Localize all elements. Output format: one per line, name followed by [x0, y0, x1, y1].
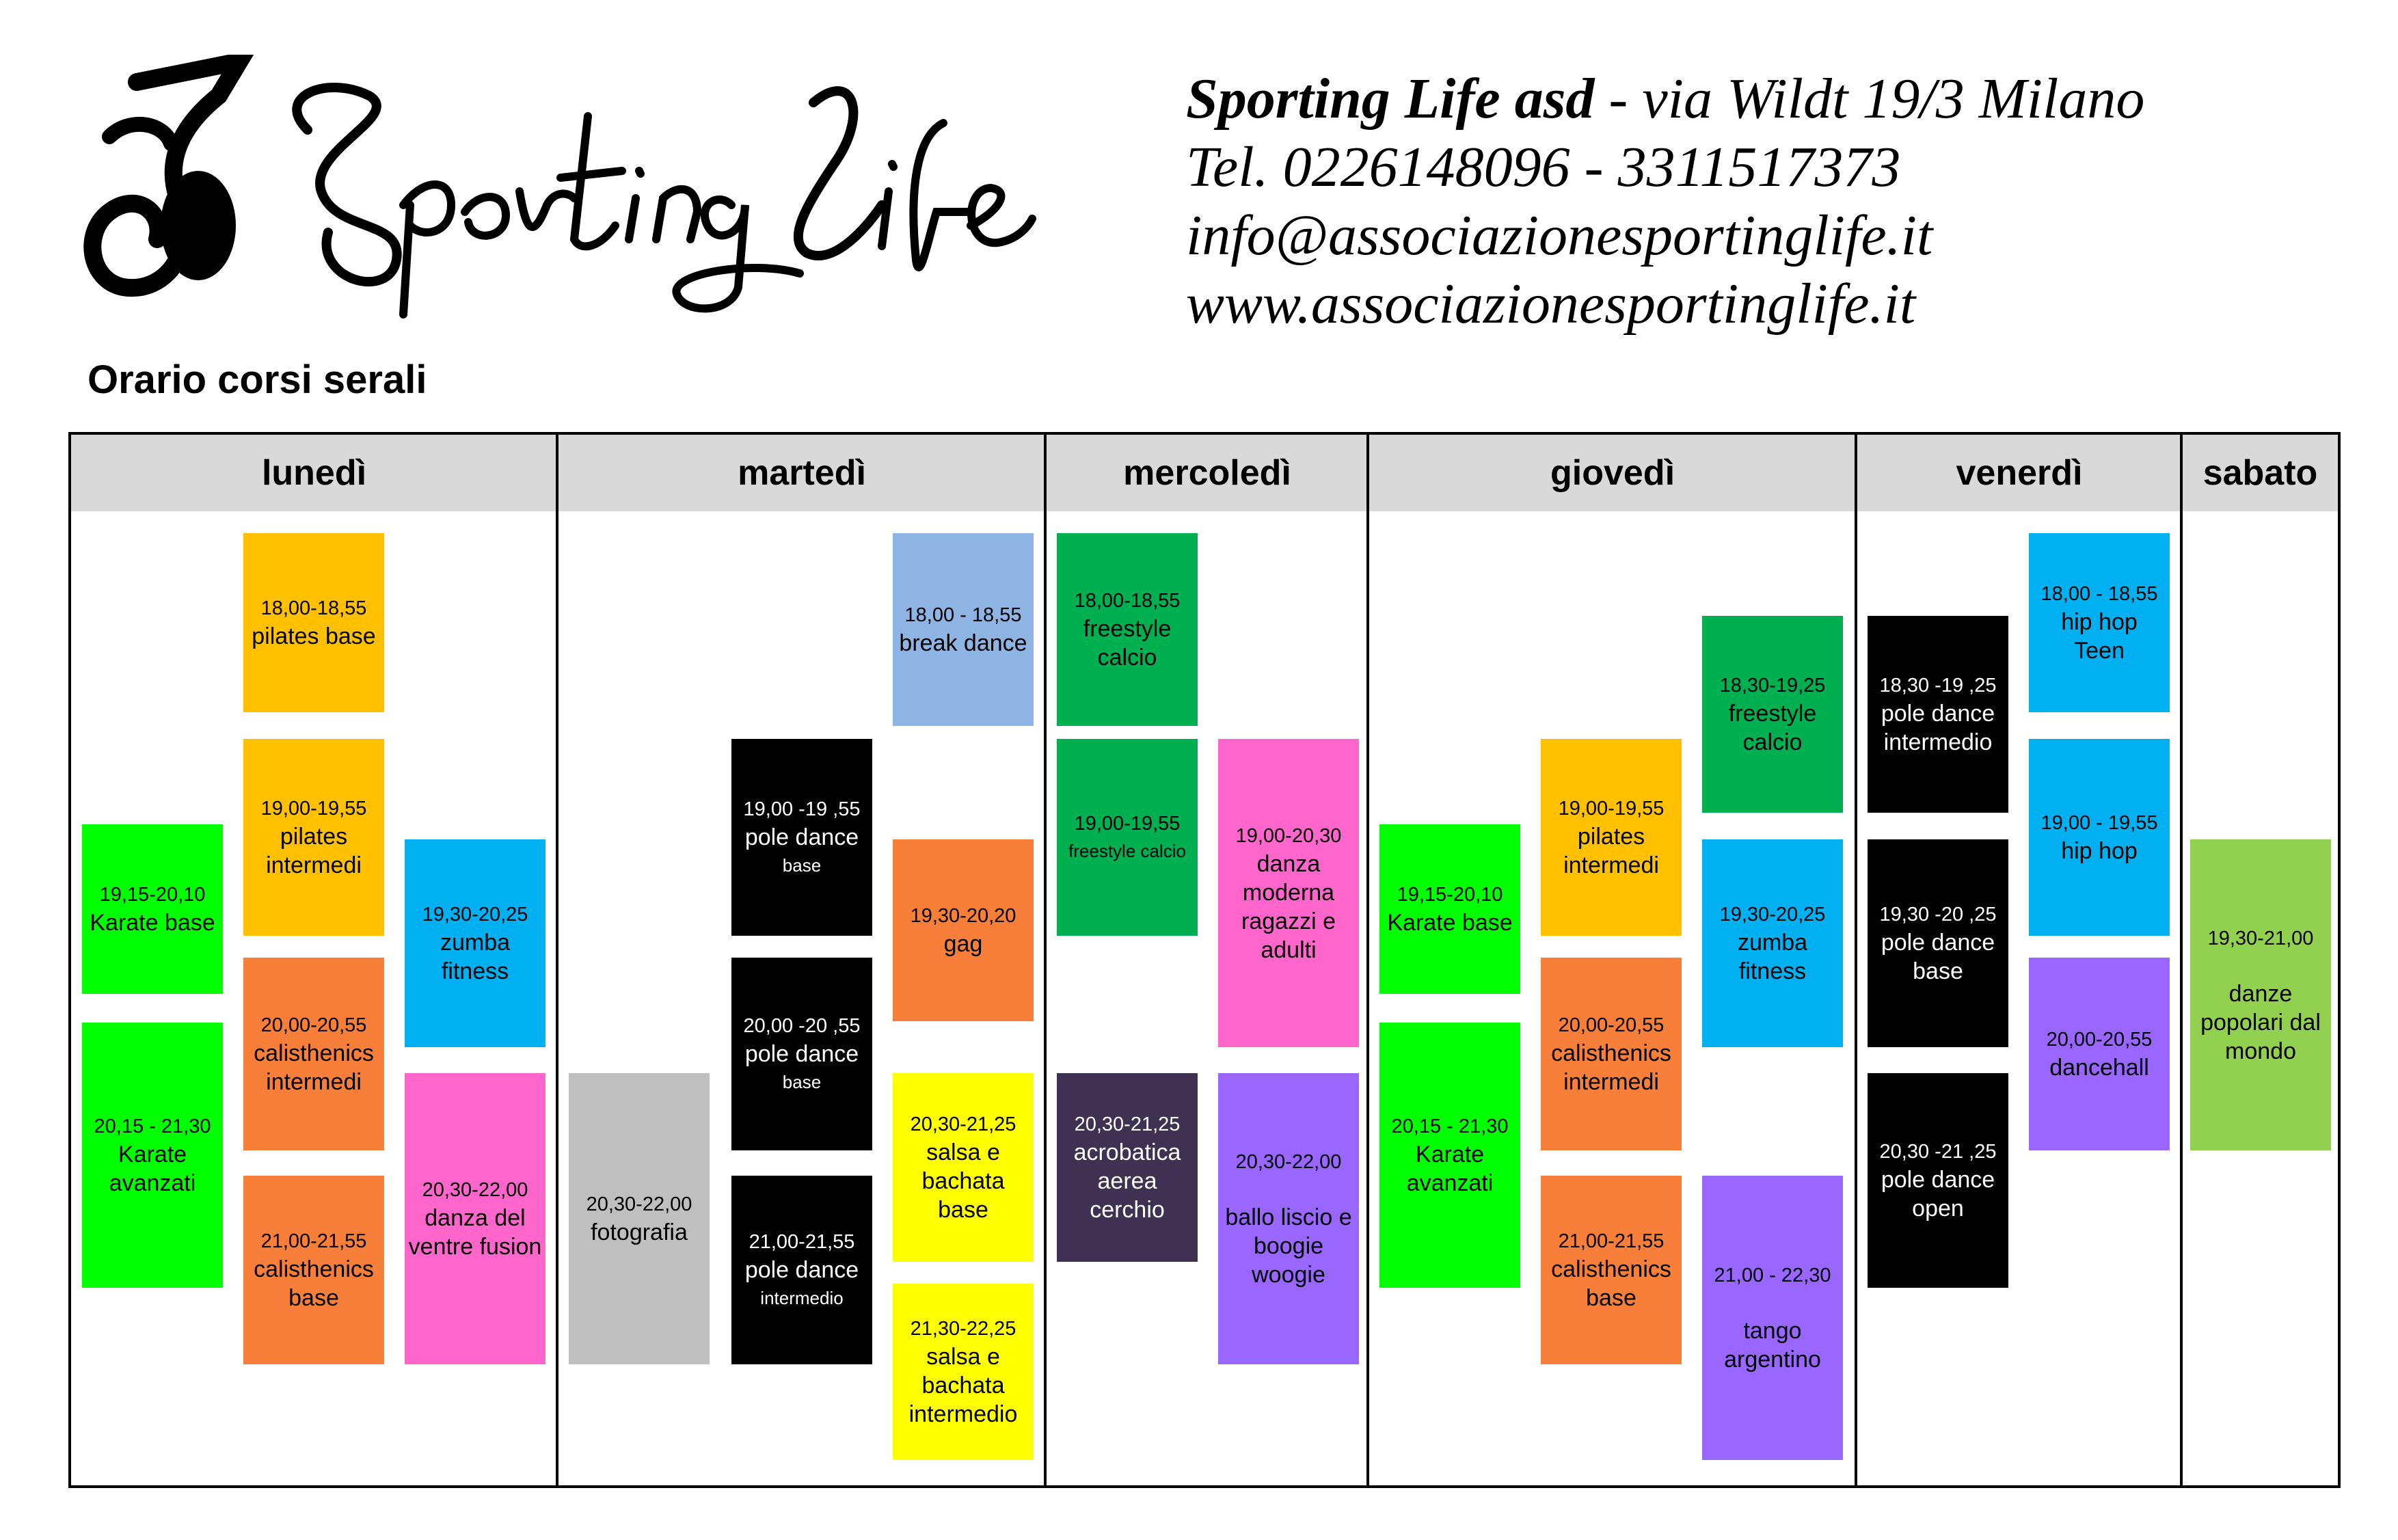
day-header-friday: venerdì — [1956, 453, 2083, 493]
course-block[interactable] — [1868, 1073, 2008, 1288]
course-name: pole dance — [1881, 930, 1995, 956]
course-time: 19,30-21,00 — [2207, 927, 2314, 949]
column-divider — [1366, 435, 1369, 1485]
course-name: gag — [943, 931, 983, 957]
course-time: 20,30-22,00 — [1235, 1151, 1342, 1173]
course-level: base — [938, 1197, 988, 1223]
course-name: acrobatica — [1073, 1139, 1181, 1165]
course-block[interactable] — [1702, 839, 1843, 1047]
course-time: 20,30-21,25 — [1074, 1113, 1181, 1135]
course-name: aerea — [1097, 1168, 1157, 1194]
course-block[interactable] — [1218, 739, 1359, 1047]
course-name: calcio — [1097, 645, 1157, 671]
logo — [82, 55, 1039, 328]
course-name: ballo liscio e — [1225, 1204, 1352, 1230]
column-divider — [2180, 435, 2183, 1485]
column-divider — [1044, 435, 1047, 1485]
course-name: calisthenics — [254, 1256, 374, 1282]
course-block[interactable] — [1541, 739, 1682, 936]
course-name: moderna — [1242, 879, 1335, 906]
course-name: calisthenics — [254, 1040, 374, 1066]
course-name: salsa e — [926, 1344, 1000, 1370]
course-time: 18,00-18,55 — [260, 597, 367, 619]
course-block[interactable] — [2029, 739, 2170, 936]
column-divider — [556, 435, 558, 1485]
course-name: pole dance — [744, 824, 859, 850]
course-name: pilates — [280, 824, 348, 850]
course-time: 21,00-21,55 — [260, 1230, 367, 1252]
course-time: 20,00-20,55 — [2046, 1029, 2153, 1051]
course-block[interactable] — [1702, 616, 1843, 813]
course-block[interactable] — [1379, 824, 1520, 994]
course-name: pilates — [1577, 824, 1645, 850]
course-time: 18,30-19,25 — [1719, 675, 1826, 697]
course-time: 19,30-20,25 — [1719, 904, 1826, 926]
course-level: base — [782, 1072, 822, 1092]
course-block[interactable] — [405, 1073, 545, 1364]
course-name: calcio — [1742, 729, 1803, 755]
course-block[interactable] — [243, 739, 384, 936]
day-header-monday: lunedì — [261, 453, 367, 493]
course-level: intermedio — [908, 1401, 1018, 1427]
course-block[interactable] — [1541, 1176, 1682, 1364]
course-time: 21,00 - 22,30 — [1714, 1265, 1831, 1286]
course-block[interactable] — [2029, 533, 2170, 712]
page-title: Orario corsi serali — [87, 357, 427, 402]
course-level: intermedi — [266, 1069, 362, 1095]
course-name: mondo — [2225, 1038, 2296, 1064]
course-time: 20,30-22,00 — [422, 1179, 528, 1201]
day-header-wednesday: mercoledì — [1123, 453, 1291, 493]
course-name: zumba — [440, 930, 511, 956]
course-block[interactable] — [405, 839, 545, 1047]
course-time: 19,00-19,55 — [1558, 798, 1665, 820]
phone: Tel. 0226148096 - 3311517373 — [1186, 135, 1901, 199]
course-level: avanzati — [1406, 1170, 1494, 1196]
course-block[interactable] — [82, 1023, 223, 1288]
course-name: freestyle — [1083, 616, 1172, 642]
course-time: 19,15-20,10 — [99, 884, 206, 906]
contact-address-line — [1186, 65, 2144, 133]
course-name: cerchio — [1090, 1197, 1165, 1223]
course-block[interactable] — [1541, 958, 1682, 1150]
course-name: woogie — [1252, 1262, 1325, 1288]
course-name: tango — [1743, 1318, 1802, 1344]
course-time: 19,30 -20 ,25 — [1879, 904, 1997, 926]
course-time: 18,00 - 18,55 — [904, 604, 1022, 626]
course-name: fotografia — [591, 1219, 688, 1245]
course-level: base — [782, 855, 822, 876]
course-time: 18,00-18,55 — [1074, 590, 1181, 612]
email[interactable]: info@associazionesportinglife.it — [1186, 204, 1933, 267]
course-name: boogie — [1253, 1233, 1324, 1259]
course-name: Karate — [1415, 1142, 1485, 1167]
course-name: pilates base — [252, 623, 376, 649]
course-level: intermedio — [760, 1288, 844, 1308]
course-time: 19,00 -19 ,55 — [743, 798, 861, 820]
course-name: Karate — [118, 1142, 187, 1167]
course-time: 19,30-20,20 — [910, 905, 1016, 927]
course-block[interactable] — [893, 839, 1034, 1021]
course-name: popolari dal — [2200, 1009, 2321, 1036]
course-block[interactable] — [1868, 616, 2008, 813]
course-name: bachata — [921, 1373, 1005, 1399]
day-header-saturday: sabato — [2202, 453, 2318, 493]
website[interactable]: www.associazionesportinglife.it — [1186, 272, 1916, 336]
course-level: base — [1913, 958, 1963, 984]
course-name: Karate base — [90, 910, 215, 936]
column-divider — [1855, 435, 1857, 1485]
course-name: hip hop — [2061, 609, 2138, 635]
course-time: 19,15-20,10 — [1397, 884, 1503, 906]
course-block[interactable] — [731, 958, 872, 1150]
course-level: intermedi — [1563, 1069, 1659, 1095]
course-level: base — [288, 1285, 339, 1311]
course-level: avanzati — [109, 1170, 196, 1196]
course-level: ventre fusion — [408, 1234, 542, 1260]
course-name: argentino — [1724, 1347, 1821, 1373]
address: - via Wildt 19/3 Milano — [1594, 67, 2145, 131]
course-block[interactable] — [893, 1284, 1034, 1460]
course-time: 20,30-22,00 — [586, 1193, 692, 1215]
course-name: dancehall — [2049, 1055, 2149, 1081]
day-header-tuesday: martedì — [738, 453, 866, 493]
course-name: pole dance — [1881, 1167, 1995, 1193]
course-time: 18,00 - 18,55 — [2040, 583, 2158, 605]
course-time: 20,15 - 21,30 — [94, 1116, 211, 1137]
course-time: 19,00-19,55 — [1074, 813, 1181, 835]
course-name: zumba — [1737, 930, 1808, 956]
course-time: 21,30-22,25 — [910, 1318, 1016, 1340]
course-name: break dance — [899, 630, 1027, 656]
schedule-table — [68, 432, 2341, 1488]
course-name: freestyle calcio — [1068, 841, 1186, 861]
course-block[interactable] — [893, 533, 1034, 726]
course-name: Karate base — [1387, 910, 1513, 936]
contact-block — [1186, 65, 2144, 338]
course-block[interactable] — [1868, 839, 2008, 1047]
course-time: 20,15 - 21,30 — [1391, 1116, 1509, 1137]
course-time: 20,30-21,25 — [910, 1113, 1016, 1135]
course-name: danza — [1256, 850, 1321, 877]
course-block[interactable] — [569, 1073, 710, 1364]
course-time: 19,30-20,25 — [422, 904, 528, 926]
course-block[interactable] — [893, 1073, 1034, 1262]
course-block[interactable] — [243, 958, 384, 1150]
course-name: salsa e — [926, 1139, 1000, 1165]
course-name: hip hop — [2061, 838, 2138, 864]
course-time: 19,00-19,55 — [260, 798, 367, 820]
course-name: danza del — [425, 1205, 526, 1231]
course-block[interactable] — [2029, 958, 2170, 1150]
course-level: intermedi — [266, 852, 362, 878]
association-name: Sporting Life asd — [1186, 67, 1595, 131]
course-time: 20,00-20,55 — [1558, 1014, 1665, 1036]
course-block[interactable] — [243, 1176, 384, 1364]
course-block[interactable] — [731, 739, 872, 936]
course-block[interactable] — [1702, 1176, 1843, 1460]
course-level: adulti — [1261, 936, 1317, 963]
day-header-thursday: giovedì — [1550, 453, 1675, 493]
course-block[interactable] — [1057, 533, 1198, 726]
course-level: base — [1586, 1285, 1636, 1311]
course-level: intermedi — [1563, 852, 1659, 878]
course-time: 19,00 - 19,55 — [2040, 812, 2158, 834]
course-level: Teen — [2074, 638, 2125, 664]
course-level: fitness — [441, 958, 509, 984]
course-block[interactable] — [1218, 1073, 1359, 1364]
course-time: 21,00-21,55 — [749, 1231, 855, 1253]
course-name: pole dance — [744, 1041, 859, 1067]
course-level: ragazzi e — [1241, 908, 1336, 934]
course-block[interactable] — [1057, 739, 1198, 936]
course-name: calisthenics — [1551, 1256, 1671, 1282]
course-name: pole dance — [744, 1257, 859, 1283]
course-block[interactable] — [1057, 1073, 1198, 1262]
course-block[interactable] — [731, 1176, 872, 1364]
course-time: 19,00-20,30 — [1235, 824, 1342, 847]
course-time: 20,30 -21 ,25 — [1879, 1141, 1997, 1163]
course-block[interactable] — [1379, 1023, 1520, 1288]
course-name: pole dance — [1881, 701, 1995, 727]
course-name: calisthenics — [1551, 1040, 1671, 1066]
course-time: 20,00 -20 ,55 — [743, 1015, 861, 1037]
course-name: danze — [2228, 980, 2293, 1007]
course-level: intermedio — [1883, 729, 1993, 755]
course-level: open — [1912, 1195, 1964, 1221]
course-name: freestyle — [1728, 701, 1817, 727]
course-time: 20,00-20,55 — [260, 1014, 367, 1036]
course-level: fitness — [1738, 958, 1807, 984]
course-time: 18,30 -19 ,25 — [1879, 675, 1997, 697]
course-time: 21,00-21,55 — [1558, 1230, 1665, 1252]
course-block[interactable] — [2190, 839, 2331, 1150]
course-name: bachata — [921, 1168, 1005, 1194]
course-block[interactable] — [82, 824, 223, 994]
course-block[interactable] — [243, 533, 384, 712]
